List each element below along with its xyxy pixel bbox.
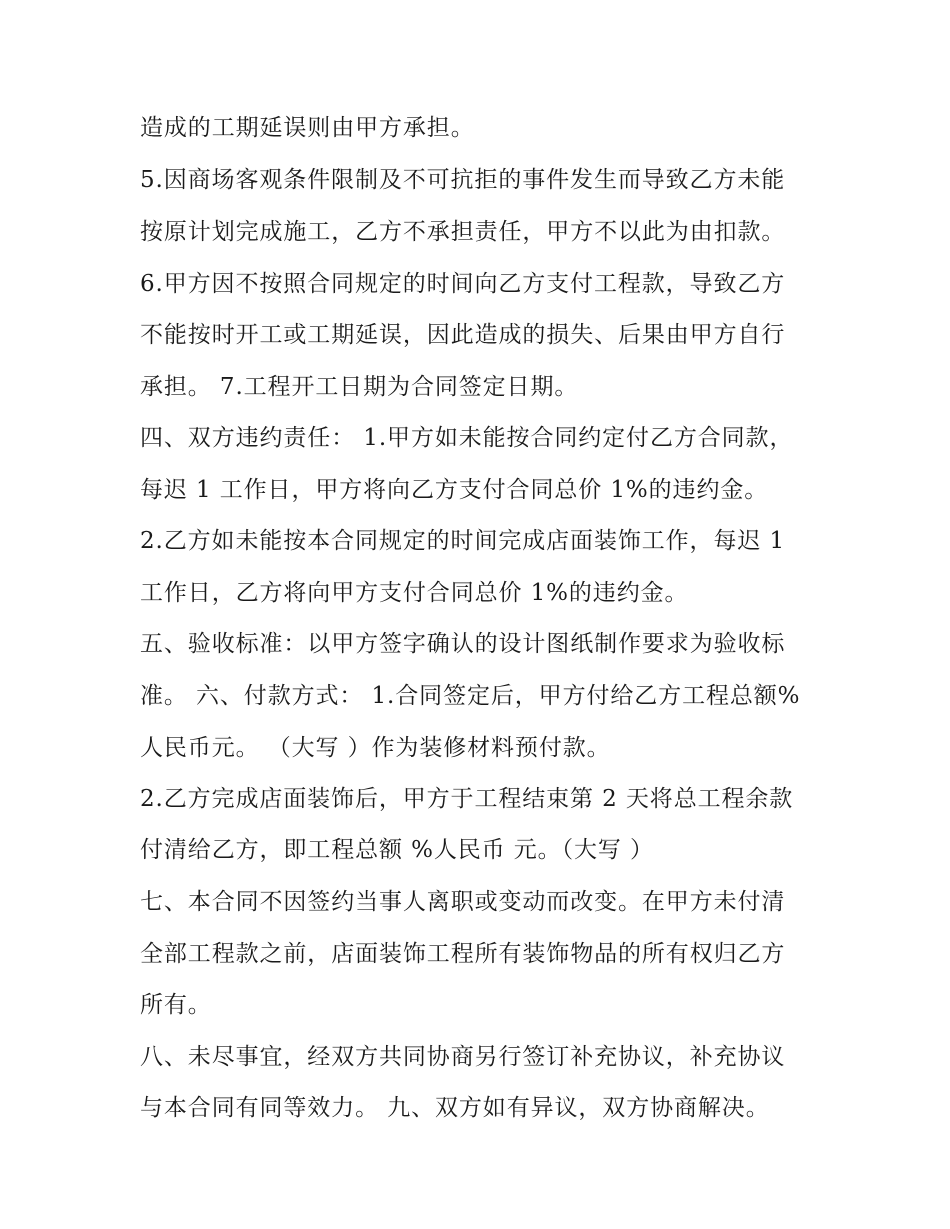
text-line: 不能按时开工或工期延误，因此造成的损失、后果由甲方自行 bbox=[140, 322, 786, 348]
text-line: 5.因商场客观条件限制及不可抗拒的事件发生而导致乙方未能 bbox=[140, 167, 786, 193]
text-line: 每迟 1 工作日，甲方将向乙方支付合同总价 1%的违约金。 bbox=[140, 477, 769, 503]
text-line: 八、未尽事宜，经双方共同协商另行签订补充协议，补充协议 bbox=[140, 1044, 786, 1070]
text-line: 造成的工期延误则由甲方承担。 bbox=[140, 115, 475, 141]
text-line: 2.乙方如未能按本合同规定的时间完成店面装饰工作，每迟 1 bbox=[140, 528, 785, 554]
text-line: 四、双方违约责任： 1.甲方如未能按合同约定付乙方合同款， bbox=[140, 425, 794, 451]
text-line: 所有。 bbox=[140, 992, 212, 1018]
text-line: 准。 六、付款方式： 1.合同签定后，甲方付给乙方工程总额% bbox=[140, 683, 801, 709]
text-line: 承担。 7.工程开工日期为合同签定日期。 bbox=[140, 374, 579, 400]
text-line: 五、验收标准：以甲方签字确认的设计图纸制作要求为验收标 bbox=[140, 631, 786, 657]
text-line: 按原计划完成施工，乙方不承担责任，甲方不以此为由扣款。 bbox=[140, 219, 786, 245]
text-line: 2.乙方完成店面装饰后，甲方于工程结束第 2 天将总工程余款 bbox=[140, 786, 794, 812]
text-line: 七、本合同不因签约当事人离职或变动而改变。在甲方未付清 bbox=[140, 889, 786, 915]
text-line: 人民币元。 （大写 ）作为装修材料预付款。 bbox=[140, 735, 611, 761]
text-line: 全部工程款之前，店面装饰工程所有装饰物品的所有权归乙方 bbox=[140, 941, 786, 967]
text-line: 与本合同有同等效力。 九、双方如有异议，双方协商解决。 bbox=[140, 1095, 770, 1121]
text-line: 工作日，乙方将向甲方支付合同总价 1%的违约金。 bbox=[140, 580, 689, 606]
text-line: 付清给乙方，即工程总额 %人民币 元。（大写 ） bbox=[140, 837, 654, 863]
text-line: 6.甲方因不按照合同规定的时间向乙方支付工程款，导致乙方 bbox=[140, 271, 786, 297]
